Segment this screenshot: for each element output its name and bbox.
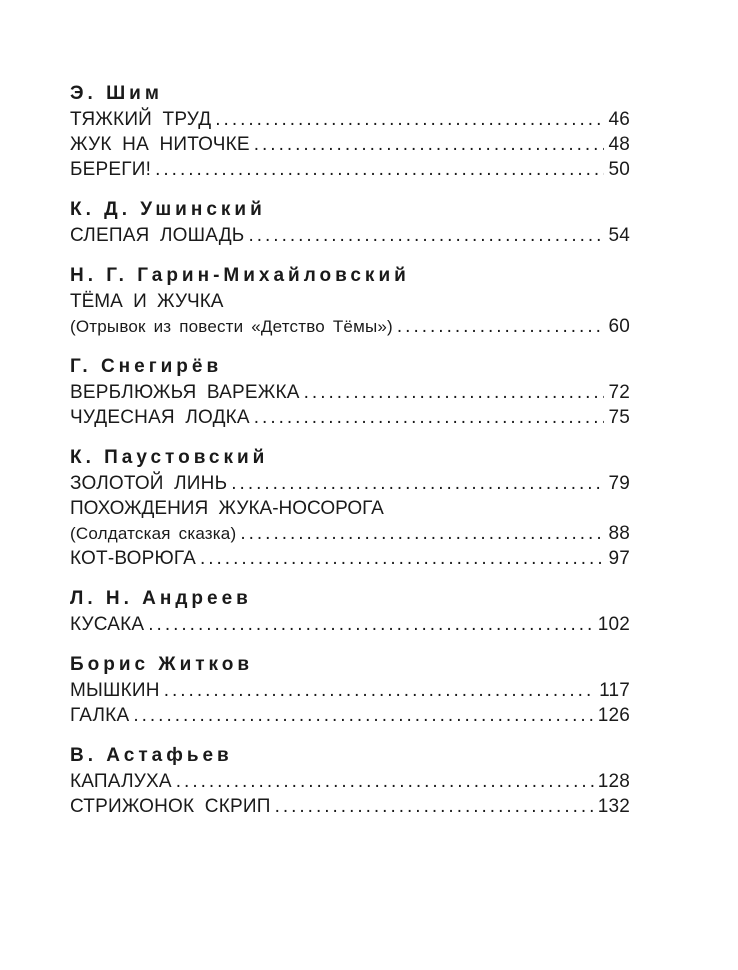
page-number: 46 [608,109,630,130]
toc-section [70,444,630,571]
entry-subtitle: (Отрывок из повести «Детство Тёмы») [70,317,393,336]
dot-leader [148,612,593,637]
dot-leader [304,380,605,405]
page-number: 72 [608,382,630,403]
toc-entry[interactable] [70,794,630,819]
page-number: 48 [608,134,630,155]
entry-title: МЫШКИН [70,680,160,701]
author-name: Э. Шим [70,83,163,104]
page-number: 102 [597,614,630,635]
page-number: 126 [597,705,630,726]
author-name: Борис Житков [70,654,254,675]
toc-section [70,80,630,182]
toc-entry[interactable] [70,380,630,405]
entry-title: КУСАКА [70,614,145,635]
entry-title: ГАЛКА [70,705,130,726]
entry-title: СТРИЖОНОК СКРИП [70,796,271,817]
dot-leader [133,703,593,728]
toc-section [70,262,630,339]
entry-title: ЖУК НА НИТОЧКЕ [70,134,250,155]
author-name: Н. Г. Гарин-Михайловский [70,265,410,286]
dot-leader [275,794,594,819]
dot-leader [176,769,594,794]
entry-title-line[interactable]: ТЁМА И ЖУЧКА [70,291,224,312]
author-name: Л. Н. Андреев [70,588,252,609]
table-of-contents [70,80,630,833]
toc-entry[interactable] [70,546,630,571]
page-number: 50 [608,159,630,180]
page-number: 60 [608,316,630,337]
entry-title: КАПАЛУХА [70,771,172,792]
toc-entry[interactable] [70,678,630,703]
author-name: К. Д. Ушинский [70,199,266,220]
toc-entry[interactable] [70,314,630,339]
dot-leader [397,314,605,339]
entry-title: ЗОЛОТОЙ ЛИНЬ [70,473,228,494]
page-number: 75 [608,407,630,428]
dot-leader [164,678,595,703]
dot-leader [254,405,605,430]
toc-entry[interactable] [70,703,630,728]
toc-entry[interactable] [70,107,630,132]
page-number: 79 [608,473,630,494]
toc-entry[interactable] [70,769,630,794]
toc-entry[interactable] [70,612,630,637]
dot-leader [248,223,604,248]
toc-entry[interactable] [70,223,630,248]
entry-title: СЛЕПАЯ ЛОШАДЬ [70,225,245,246]
toc-entry[interactable] [70,471,630,496]
entry-title: КОТ-ВОРЮГА [70,548,196,569]
toc-section [70,196,630,248]
entry-title: ТЯЖКИЙ ТРУД [70,109,212,130]
author-name: К. Паустовский [70,447,269,468]
entry-title: ЧУДЕСНАЯ ЛОДКА [70,407,250,428]
dot-leader [254,132,605,157]
toc-entry[interactable] [70,132,630,157]
page-number: 54 [608,225,630,246]
toc-entry[interactable] [70,405,630,430]
dot-leader [231,471,604,496]
entry-subtitle: (Солдатская сказка) [70,524,237,543]
page-number: 97 [608,548,630,569]
page-number: 128 [597,771,630,792]
entry-title: БЕРЕГИ! [70,159,152,180]
toc-section [70,742,630,819]
entry-title-line[interactable]: ПОХОЖДЕНИЯ ЖУКА-НОСОРОГА [70,498,384,519]
author-name: В. Астафьев [70,745,233,766]
page-number: 88 [608,523,630,544]
toc-entry[interactable] [70,157,630,182]
toc-section [70,585,630,637]
dot-leader [200,546,605,571]
toc-section [70,353,630,430]
page-number: 117 [599,680,630,701]
dot-leader [240,521,604,546]
author-name: Г. Снегирёв [70,356,223,377]
dot-leader [215,107,604,132]
toc-section [70,651,630,728]
page-number: 132 [597,796,630,817]
toc-entry[interactable] [70,521,630,546]
entry-title: ВЕРБЛЮЖЬЯ ВАРЕЖКА [70,382,300,403]
dot-leader [155,157,604,182]
